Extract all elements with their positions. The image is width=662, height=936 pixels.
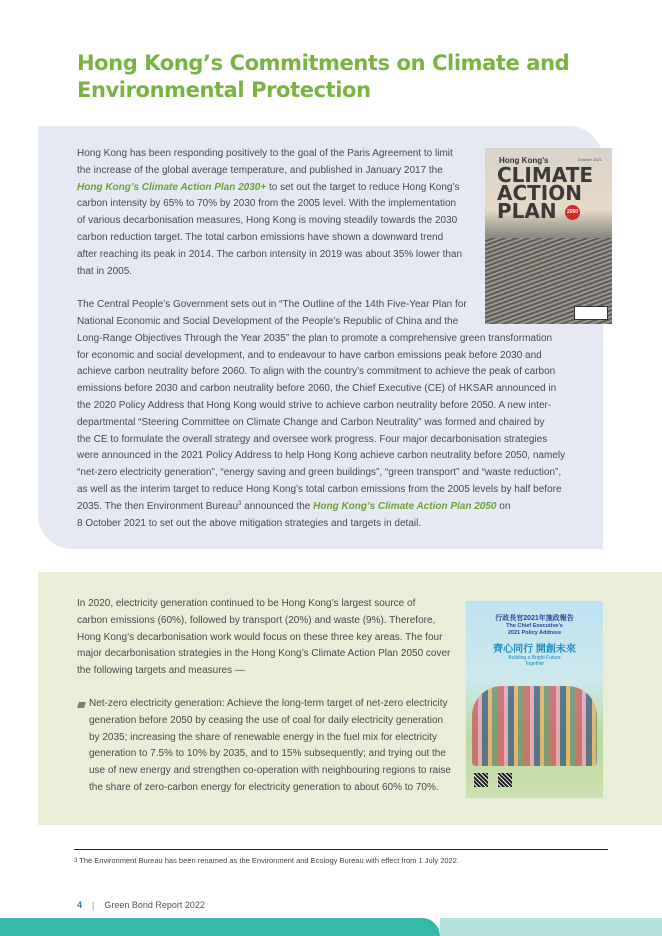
plan-2030-reference: Hong Kong’s Climate Action Plan 2030+ bbox=[77, 181, 267, 193]
year-badge: 2050 bbox=[565, 205, 580, 220]
footer-band-light bbox=[440, 918, 662, 936]
page-footer: 4 | Green Bond Report 2022 bbox=[77, 900, 205, 910]
page-title: Hong Kong’s Commitments on Climate and Environmental Protection bbox=[77, 51, 570, 102]
qr-code-icon bbox=[498, 773, 512, 787]
report-name: Green Bond Report 2022 bbox=[104, 900, 205, 910]
people-illustration bbox=[472, 686, 597, 766]
page-number: 4 bbox=[77, 900, 83, 910]
footnote-divider bbox=[74, 849, 608, 850]
climate-action-plan-cover-image: October 2021 Hong Kong’s CLIMATE ACTION PLAN 2050 bbox=[485, 148, 612, 324]
plan-2050-reference: Hong Kong’s Climate Action Plan 2050 bbox=[313, 500, 497, 512]
decarbonisation-paragraph: In 2020, electricity generation continued to be Hong Kong’s largest source of carbon emissions (60%), followed by transport (20%) and waste (9%). Therefore, Hong Kong’s decarbonisation work would focus on these three key areas. The four major decarbonisation strategies in the Hong Kong’s Climate Action Plan 2050 cover the following targets and measures — bbox=[77, 598, 451, 677]
footnote: $^3$ The Environment Bureau has been renamed as the Environment and Ecology Bureau with effect from 1 July 2022. bbox=[74, 856, 459, 865]
carbon-neutral-logo bbox=[574, 306, 608, 320]
footer-band bbox=[0, 918, 440, 936]
qr-code-icon bbox=[474, 773, 488, 787]
footnote-ref: 3 bbox=[238, 500, 242, 507]
commitments-paragraph-1: Hong Kong has been responding positively to the goal of the Paris Agreement to limit the increase of the global average temperature, and published in January 2017 the Hong Kong’s Climate Action Plan 2030+ to set out the target to reduce Hong Kong’s carbon intensity by 65% to 70% by 2030 from the 2005 level. With the implementation of various decarbonisation measures, Hong Kong is moving steadily towards the 2030 carbon reduction target. The total carbon emissions have shown a downward trend after reaching its peak in 2014. The carbon intensity in 2019 was about 35% lower than that in 2005. The Central People’s Government sets out in “The Outline of the 14th Five-Year Plan for National Economic and Social Development of the People’s Republic of China and the Long-Range Objectives Through the Year 2035” the plan to promote a comprehensive green transformation for economic and social development, and to endeavour to have carbon emissions peak before 2030 and achieve carbon neutrality before 2060. To align with the country’s commitment to achieve the peak of carbon emissions before 2030 and carbon neutrality before 2060, the Chief Executive (CE) of HKSAR announced in the 2020 Policy Address that Hong Kong would strive to achieve carbon neutrality before 2050. A new inter- departmental “Steering Committee on Climate Change and Carbon Neutrality” was formed and chaired by the CE to formulate the overall strategy and oversee work progress. Four major decarbonisation strategies were announced in the 2021 Policy Address to help Hong Kong achieve carbon neutrality before 2050, namely “net-zero electricity generation”, “energy saving and green buildings”, “green transport” and “waste reduction”, as well as the interim target to reduce Hong Kong’s total carbon emissions from the 2005 levels by half before 2035. The then Environment Bureau$^3$ announced the Hong Kong’s Climate Action Plan 2050 on 8 October 2021 to set out the above mitigation strategies and targets in detail. bbox=[77, 148, 566, 529]
policy-address-cover-image: 行政長官2021年施政報告 The Chief Executive’s 2021 Policy Address 齊心同行 開創未來 Building a Bright Future Together bbox=[466, 601, 603, 798]
bullet-net-zero-electricity: Net-zero electricity generation: Achieve the long-term target of net-zero electricity generation before 2050 by ceasing the use of coal for daily electricity generation by 2035; increasing the share of renewable energy in the fuel mix for electricity generation to 7.5% to 10% by 2035, and to 15% subsequently; and trying out the use of new energy and strengthen co-operation with neighbouring regions to raise the share of zero-carbon energy for electricity generation to about 60% to 70%. bbox=[89, 698, 451, 793]
